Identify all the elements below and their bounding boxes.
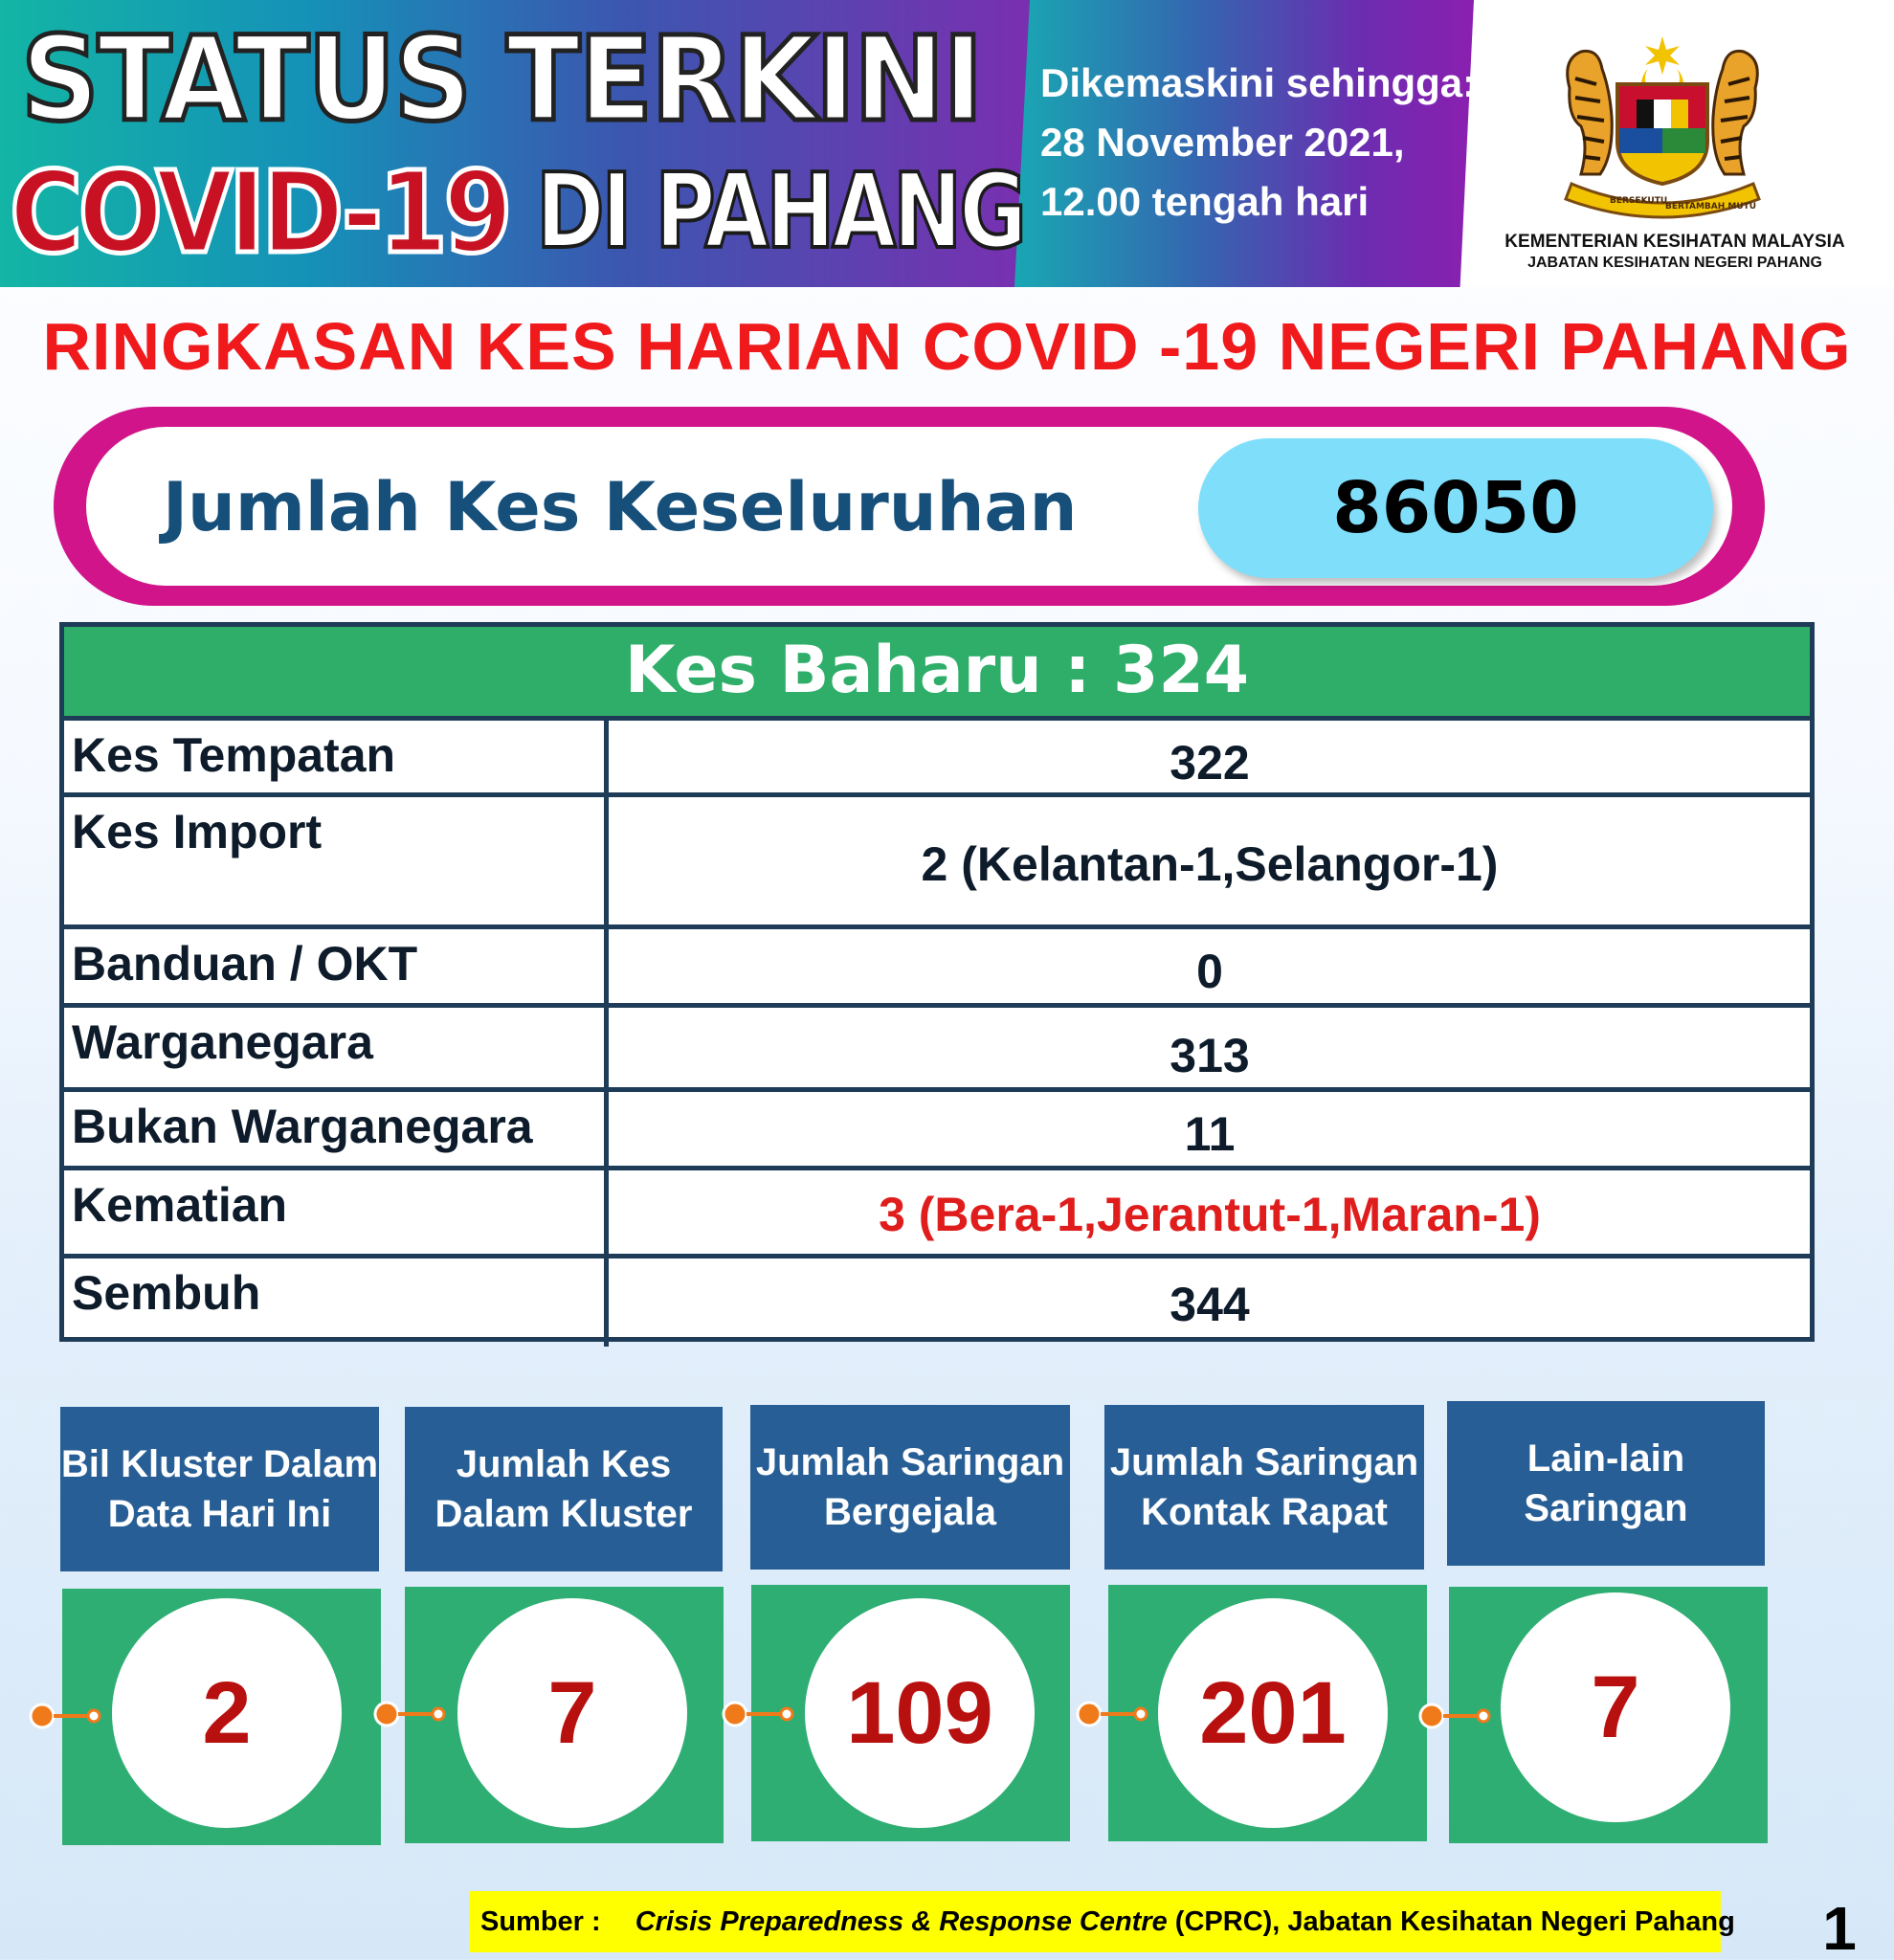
connector-icon [1416, 1702, 1495, 1730]
total-cases-label: Jumlah Kes Keseluruhan [163, 468, 1078, 546]
stat-title-bil-kluster: Bil Kluster Dalam Data Hari Ini [60, 1407, 379, 1571]
row-label-kematian: Kematian [72, 1178, 288, 1232]
update-line-1: Dikemaskini sehingga: [1040, 60, 1477, 105]
source-department: (CPRC), Jabatan Kesihatan Negeri Pahang [1167, 1906, 1735, 1937]
ministry-name [1464, 232, 1885, 274]
table-row [64, 797, 1810, 929]
row-value-kes-import: 2 (Kelantan-1,Selangor-1) [921, 837, 1499, 891]
stat-title-saringan-kontak-rapat: Jumlah Saringan Kontak Rapat [1104, 1405, 1424, 1570]
row-value-banduan: 0 [1196, 945, 1223, 998]
row-label-warganegara: Warganegara [72, 1015, 373, 1069]
source-label: Sumber : [480, 1906, 601, 1937]
title-di-pahang: DI PAHANG [536, 152, 1024, 272]
table-row [64, 929, 1810, 1008]
new-cases-table [59, 622, 1815, 1342]
title-covid: COVID-19 [10, 146, 509, 278]
update-timestamp [1040, 54, 1477, 232]
source-organisation: Crisis Preparedness & Response Centre [635, 1906, 1168, 1937]
new-cases-header: Kes Baharu : 324 [64, 627, 1810, 721]
row-label-banduan: Banduan / OKT [72, 937, 418, 991]
update-line-3: 12.00 tengah hari [1040, 179, 1370, 224]
row-value-warganegara: 313 [1170, 1029, 1250, 1082]
page-subtitle: RINGKASAN KES HARIAN COVID -19 NEGERI PAHANG [42, 309, 1852, 384]
ministry-line-1: KEMENTERIAN KESIHATAN MALAYSIA [1504, 232, 1845, 252]
stat-value-saringan-bergejala: 109 [805, 1598, 1035, 1828]
page-number: 1 [1822, 1894, 1857, 1960]
stat-value-jumlah-kes-kluster: 7 [457, 1598, 687, 1828]
row-value-sembuh: 344 [1170, 1278, 1250, 1331]
stat-title-jumlah-kes-kluster: Jumlah Kes Dalam Kluster [405, 1407, 723, 1571]
stat-value-bil-kluster: 2 [112, 1598, 342, 1828]
update-line-2: 28 November 2021, [1040, 120, 1405, 165]
connector-icon [27, 1702, 105, 1730]
table-row [64, 1008, 1810, 1092]
connector-icon [720, 1700, 798, 1728]
stat-value-saringan-kontak-rapat: 201 [1158, 1598, 1388, 1828]
crest-text-right: BERTAMBAH MUTU [1665, 202, 1757, 212]
crest-text-left: BERSEKUTU [1610, 196, 1668, 206]
connector-icon [371, 1700, 450, 1728]
row-label-sembuh: Sembuh [72, 1266, 261, 1320]
total-cases-value: 86050 [1332, 467, 1579, 549]
row-value-kematian: 3 (Bera-1,Jerantut-1,Maran-1) [879, 1188, 1541, 1241]
ministry-line-2: JABATAN KESIHATAN NEGERI PAHANG [1527, 255, 1822, 271]
malaysia-coat-of-arms-icon [1543, 31, 1782, 222]
stat-title-lain-lain-saringan: Lain-lain Saringan [1447, 1401, 1765, 1566]
table-row [64, 721, 1810, 797]
table-row [64, 1258, 1810, 1339]
row-label-bukan-warganegara: Bukan Warganegara [72, 1100, 533, 1153]
connector-icon [1074, 1700, 1152, 1728]
table-row [64, 1170, 1810, 1258]
source-note [469, 1891, 1735, 1952]
table-row [64, 1092, 1810, 1170]
stat-value-lain-lain-saringan: 7 [1501, 1592, 1730, 1822]
row-value-bukan-warganegara: 11 [1184, 1107, 1236, 1161]
title-status-terkini: STATUS TERKINI [21, 11, 982, 147]
row-label-kes-tempatan: Kes Tempatan [72, 728, 396, 782]
title-covid-line [10, 145, 1024, 279]
stat-title-saringan-bergejala: Jumlah Saringan Bergejala [750, 1405, 1070, 1570]
row-label-kes-import: Kes Import [72, 805, 323, 858]
header-banner [0, 0, 1894, 287]
row-value-kes-tempatan: 322 [1170, 736, 1250, 790]
